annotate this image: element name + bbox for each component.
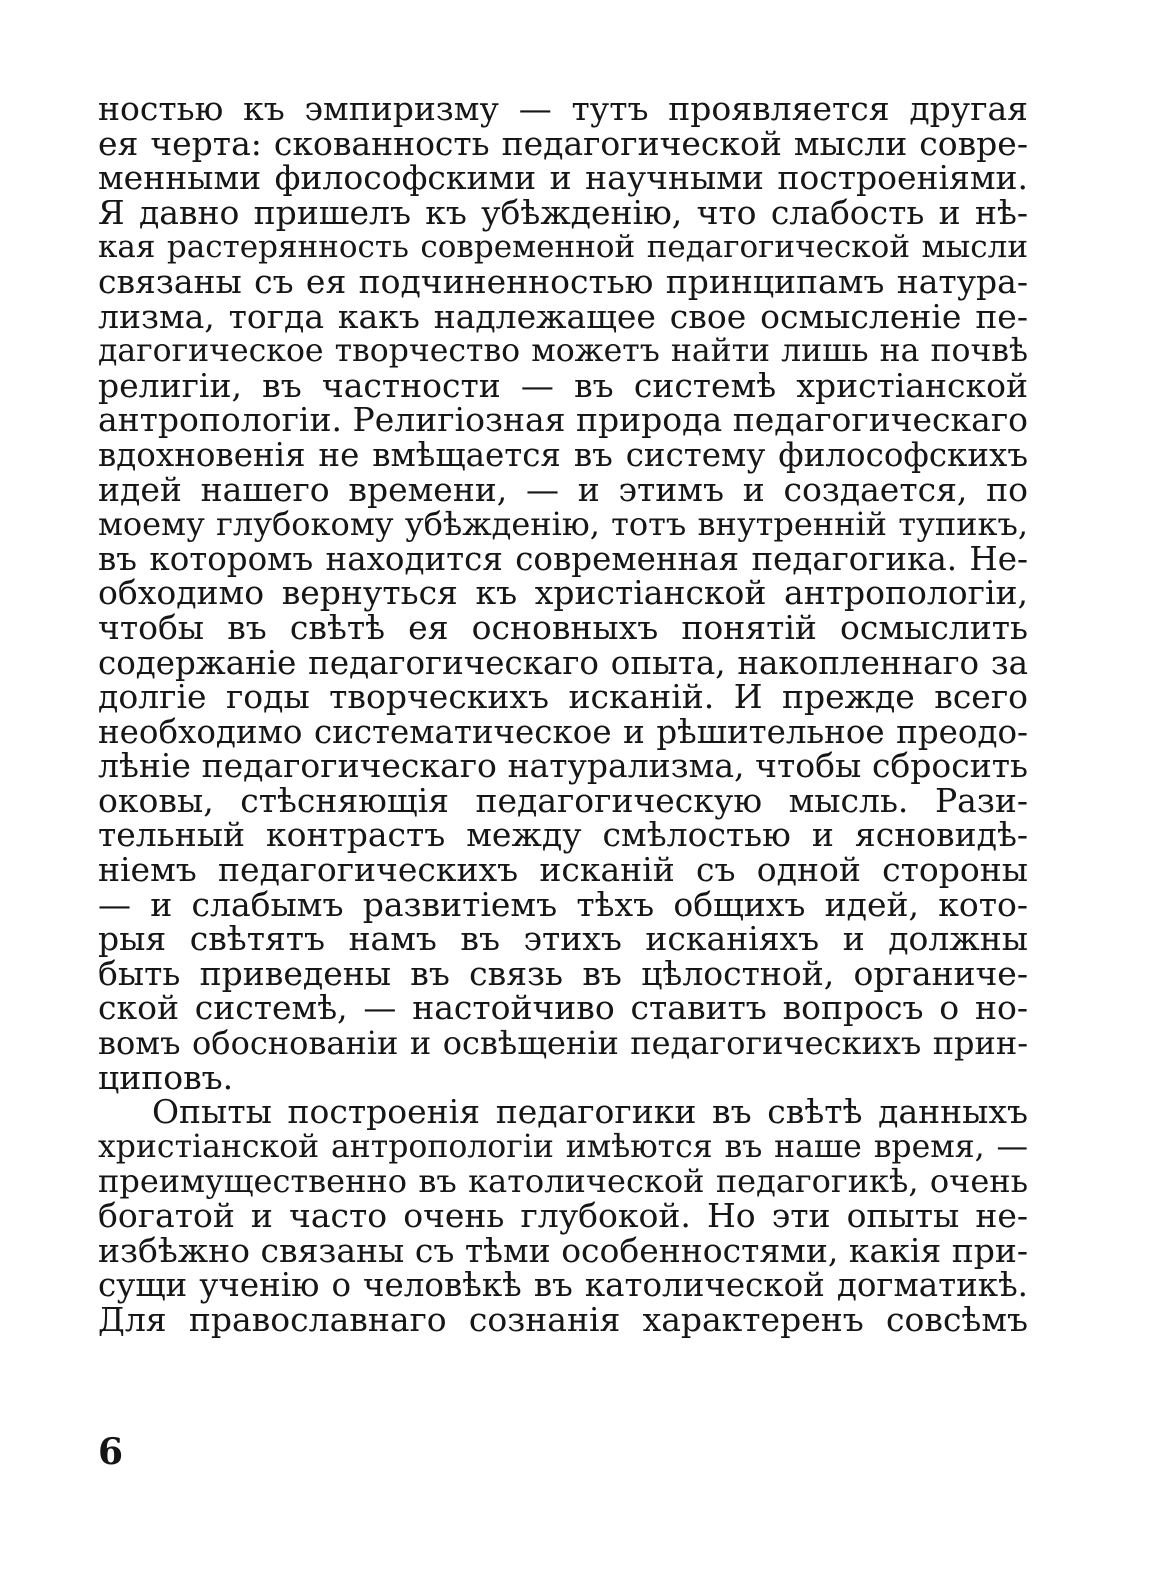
text-line: ностью къ эмпиризму — тутъ проявляется другая bbox=[98, 89, 1028, 128]
text-line: менными философскими и научными построеніями. bbox=[98, 158, 1028, 198]
text-line: рыя свѣтятъ намъ въ этихъ исканіяхъ и должны bbox=[98, 919, 1028, 959]
text-line: содержаніе педагогическаго опыта, накопленнаго за bbox=[98, 643, 1028, 682]
page-number: 6 bbox=[98, 1431, 124, 1473]
text-line: Опыты построенія педагогики въ свѣтѣ данныхъ bbox=[152, 1092, 1028, 1132]
text-line: преимущественно въ католической педагогикѣ, очень bbox=[98, 1162, 1028, 1201]
text-line: кая растерянность современной педагогической мысли bbox=[98, 229, 1028, 266]
text-line: ской системѣ, — настойчиво ставитъ вопросъ о но- bbox=[98, 988, 1028, 1028]
text-line: антропологіи. Религіозная природа педагогическаго bbox=[98, 400, 1028, 440]
text-line: сущи ученію о человѣкѣ въ католической догматикѣ. bbox=[98, 1266, 1028, 1305]
text-line: Я давно пришелъ къ убѣжденію, что слабость и нѣ- bbox=[98, 192, 1028, 232]
text-line: вомъ обоснованіи и освѣщеніи педагогическихъ прин- bbox=[98, 1024, 1028, 1063]
text-line: избѣжно связаны съ тѣми особенностями, какія при- bbox=[98, 1230, 1028, 1270]
text-line: ніемъ педагогическихъ исканій съ одной стороны bbox=[98, 850, 1028, 890]
body-text bbox=[98, 89, 1028, 1339]
text-line: богатой и часто очень глубокой. Но эти опыты не- bbox=[98, 1196, 1028, 1235]
text-line: тельный контрастъ между смѣлостью и ясновидѣ- bbox=[98, 815, 1028, 855]
text-line: въ которомъ находится современная педагогика. Не- bbox=[98, 539, 1028, 578]
text-line: чтобы въ свѣтѣ ея основныхъ понятій осмыслить bbox=[98, 607, 1028, 647]
text-line: долгіе годы творческихъ исканій. И прежде всего bbox=[98, 677, 1028, 717]
text-line: христіанской антропологіи имѣются въ наше время, — bbox=[98, 1128, 1028, 1165]
text-line: ея черта: скованность педагогической мысли совре- bbox=[98, 123, 1028, 163]
text-line: циповъ. bbox=[98, 1057, 234, 1097]
text-line: лѣніе педагогическаго натурализма, чтобы сбросить bbox=[98, 746, 1028, 786]
text-line: связаны съ ея подчиненностью принципамъ натура- bbox=[98, 261, 1028, 301]
text-line: обходимо вернуться къ христіанской антропологіи, bbox=[98, 573, 1028, 613]
text-line: идей нашего времени, — и этимъ и создается, по bbox=[98, 469, 1028, 509]
text-line: религіи, въ частности — въ системѣ христіанской bbox=[98, 365, 1028, 405]
text-line: дагогическое творчество можетъ найти лишь на почвѣ bbox=[98, 333, 1028, 370]
text-line: Для православнаго сознанія характеренъ совсѣмъ bbox=[98, 1299, 1028, 1339]
text-line: оковы, стѣсняющія педагогическую мысль. Рази- bbox=[98, 780, 1028, 820]
text-line: быть приведены въ связь въ цѣлостной, органиче- bbox=[98, 953, 1028, 993]
text-line: лизма, тогда какъ надлежащее свое осмысленіе пе- bbox=[98, 296, 1028, 336]
text-line: моему глубокому убѣжденію, тотъ внутренній тупикъ, bbox=[98, 505, 1028, 544]
text-line: — и слабымъ развитіемъ тѣхъ общихъ идей, кото- bbox=[98, 884, 1028, 924]
text-line: необходимо систематическое и рѣшительное преодо- bbox=[98, 712, 1028, 751]
text-line: вдохновенія не вмѣщается въ систему философскихъ bbox=[98, 435, 1028, 474]
